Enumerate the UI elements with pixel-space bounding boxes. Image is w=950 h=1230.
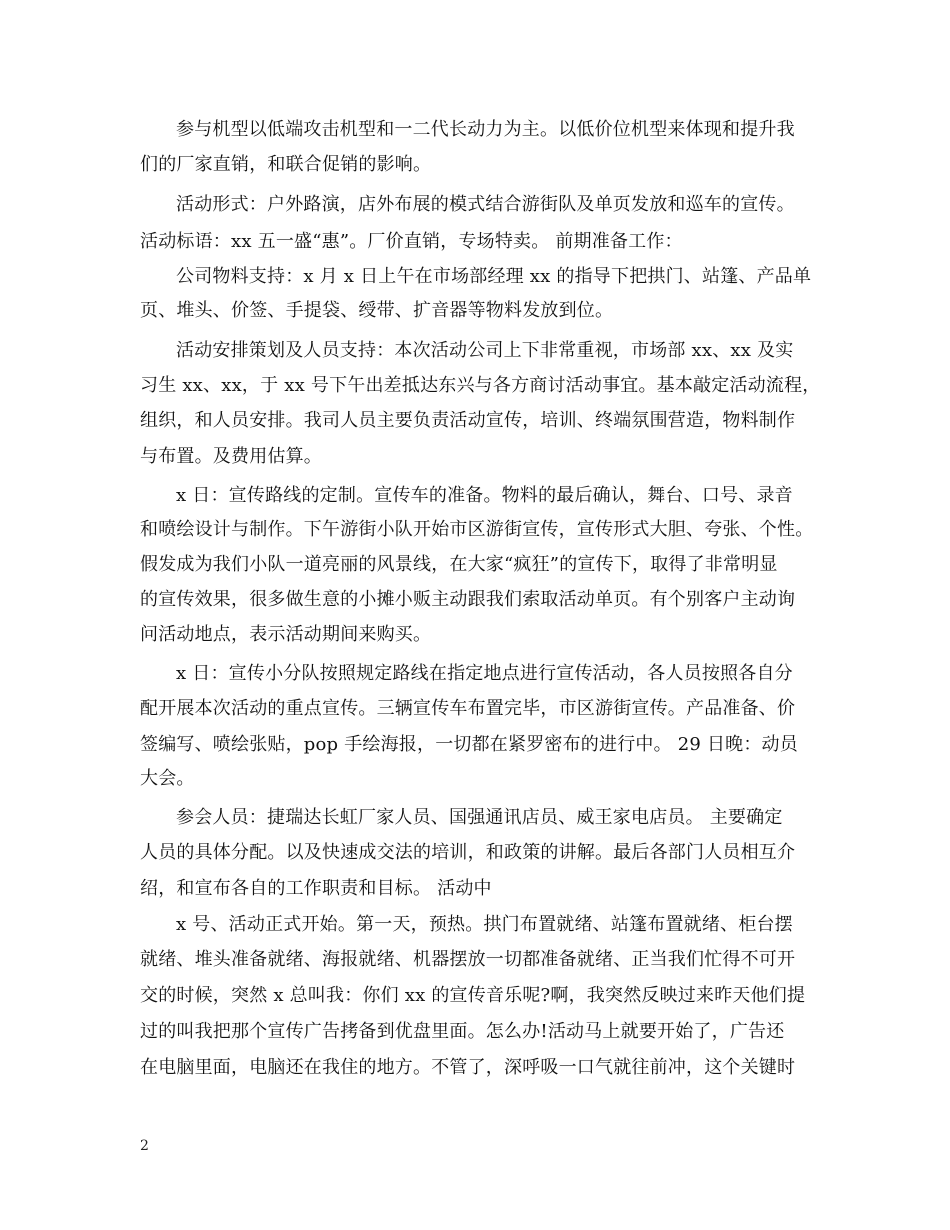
text-line: 在电脑里面，电脑还在我住的地方。不管了，深呼吸一口气就往前冲，这个关键时 — [140, 1057, 796, 1078]
text-line: 活动安排策划及人员支持：本次活动公司上下非常重视，市场部 xx、xx 及实 — [176, 340, 794, 361]
text-line: 就绪、堆头准备就绪、海报就绪、机器摆放一切都准备就绪、正当我们忙得不可开 — [140, 949, 796, 970]
text-line: 与布置。及费用估算。 — [140, 446, 322, 467]
text-line: 交的时候，突然 x 总叫我：你们 xx 的宣传音乐呢?啊，我突然反映过来昨天他们提 — [140, 985, 806, 1006]
text-line: x 日：宣传小分队按照规定路线在指定地点进行宣传活动，各人员按照各自分 — [176, 663, 793, 684]
text-line: x 日：宣传路线的定制。宣传车的准备。物料的最后确认，舞台、口号、录音 — [176, 485, 793, 506]
text-line: 问活动地点，表示活动期间来购买。 — [140, 624, 432, 645]
text-line: 活动形式：户外路演，店外布展的模式结合游街队及单页发放和巡车的宣传。 — [176, 194, 795, 215]
text-line: 活动标语：xx 五一盛“惠”。厂价直销，专场特卖。 前期准备工作： — [140, 231, 683, 252]
text-line: 参会人员：捷瑞达长虹厂家人员、国强通讯店员、威王家电店员。 主要确定 — [176, 807, 783, 828]
text-line: 页、堆头、价签、手提袋、绶带、扩音器等物料发放到位。 — [140, 300, 614, 321]
text-line: 们的厂家直销，和联合促销的影响。 — [140, 154, 432, 175]
text-line: 配开展本次活动的重点宣传。三辆宣传车布置完毕，市区游街宣传。产品准备、价 — [140, 698, 796, 719]
text-line: 参与机型以低端攻击机型和一二代长动力为主。以低价位机型来体现和提升我 — [176, 119, 795, 140]
text-line: 过的叫我把那个宣传广告拷备到优盘里面。怎么办!活动马上就要开始了，广告还 — [140, 1021, 785, 1042]
text-line: 和喷绘设计与制作。下午游街小队开始市区游街宣传，宣传形式大胆、夸张、个性。 — [140, 519, 814, 540]
text-line: 公司物料支持：x 月 x 日上午在市场部经理 xx 的指导下把拱门、站篷、产品单 — [176, 266, 812, 287]
text-line: 绍，和宣布各自的工作职责和目标。 活动中 — [140, 878, 492, 899]
text-line: 大会。 — [140, 768, 195, 789]
text-line: 签编写、喷绘张贴，pop 手绘海报，一切都在紧罗密布的进行中。 29 日晚：动员 — [140, 734, 798, 755]
text-line: 假发成为我们小队一道亮丽的风景线，在大家“疯狂”的宣传下，取得了非常明显 — [140, 554, 778, 575]
page-number: 2 — [140, 1138, 149, 1154]
text-line: 组织，和人员安排。我司人员主要负责活动宣传，培训、终端氛围营造，物料制作 — [140, 410, 796, 431]
text-line: 人员的具体分配。以及快速成交法的培训，和政策的讲解。最后各部门人员相互介 — [140, 842, 796, 863]
text-line: 习生 xx、xx，于 xx 号下午出差抵达东兴与各方商讨活动事宜。基本敲定活动流程， — [140, 375, 821, 396]
text-line: x 号、活动正式开始。第一天，预热。拱门布置就绪、站篷布置就绪、柜台摆 — [176, 914, 793, 935]
text-line: 的宣传效果，很多做生意的小摊小贩主动跟我们索取活动单页。有个别客户主动询 — [140, 589, 796, 610]
